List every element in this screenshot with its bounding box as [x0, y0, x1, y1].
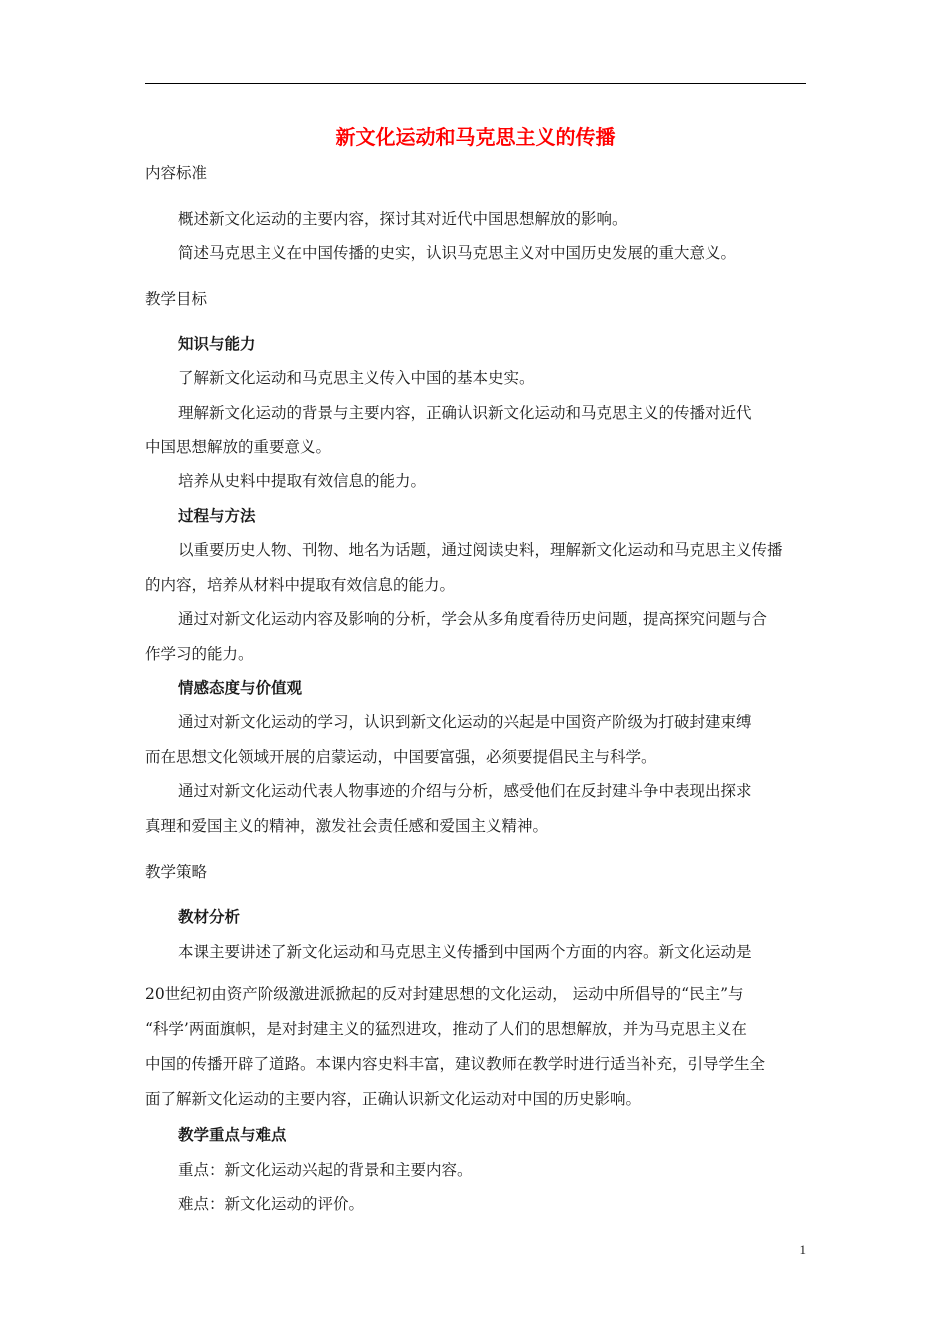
paragraph-line: 培养从史料中提取有效信息的能力。 — [178, 472, 427, 490]
paragraph-line: 重点：新文化运动兴起的背景和主要内容。 — [178, 1161, 473, 1179]
page-number: 1 — [799, 1242, 806, 1257]
paragraph-line: 难点：新文化运动的评价。 — [178, 1195, 365, 1213]
paragraph-line: 中国的传播开辟了道路。本课内容史料丰富，建议教师在教学时进行适当补充，引导学生全 — [145, 1055, 766, 1073]
subheading-knowledge: 知识与能力 — [178, 335, 256, 353]
paragraph-line: 以重要历史人物、刊物、地名为话题，通过阅读史料，理解新文化运动和马克思主义传播 — [178, 541, 783, 559]
subheading-process: 过程与方法 — [178, 507, 256, 525]
paragraph-line: “科学’两面旗帜，是对封建主义的猛烈进攻，推动了人们的思想解放，并为马克思主义在 — [145, 1020, 747, 1038]
subheading-key-points: 教学重点与难点 — [178, 1126, 287, 1144]
paragraph-line: 中国思想解放的重要意义。 — [145, 438, 332, 456]
paragraph-line: 20世纪初由资产阶级激进派掀起的反对封建思想的文化运动， 运动中所倡导的“民主”与 — [145, 985, 744, 1003]
paragraph-line: 面了解新文化运动的主要内容，正确认识新文化运动对中国的历史影响。 — [145, 1090, 642, 1108]
section-heading-content-standard: 内容标准 — [145, 164, 208, 182]
paragraph-line: 真理和爱国主义的精神，激发社会责任感和爱国主义精神。 — [145, 817, 549, 835]
paragraph-line: 通过对新文化运动代表人物事迹的介绍与分析，感受他们在反封建斗争中表现出探求 — [178, 782, 752, 800]
subheading-material: 教材分析 — [178, 908, 241, 926]
paragraph-line: 的内容，培养从材料中提取有效信息的能力。 — [145, 576, 456, 594]
paragraph-line: 理解新文化运动的背景与主要内容，正确认识新文化运动和马克思主义的传播对近代 — [178, 404, 752, 422]
paragraph-line: 通过对新文化运动内容及影响的分析，学会从多角度看待历史问题，提高探究问题与合 — [178, 610, 768, 628]
paragraph-line: 而在思想文化领域开展的启蒙运动，中国要富强，必须要提倡民主与科学。 — [145, 748, 657, 766]
paragraph-line: 概述新文化运动的主要内容，探讨其对近代中国思想解放的影响。 — [178, 210, 628, 228]
section-heading-teaching-goals: 教学目标 — [145, 290, 208, 308]
header-rule — [145, 83, 806, 84]
paragraph-line: 通过对新文化运动的学习，认识到新文化运动的兴起是中国资产阶级为打破封建束缚 — [178, 713, 752, 731]
paragraph-line: 简述马克思主义在中国传播的史实，认识马克思主义对中国历史发展的重大意义。 — [178, 244, 737, 262]
section-heading-teaching-strategy: 教学策略 — [145, 863, 208, 881]
paragraph-line: 作学习的能力。 — [145, 645, 254, 663]
paragraph-line: 了解新文化运动和马克思主义传入中国的基本史实。 — [178, 369, 535, 387]
paragraph-line: 本课主要讲述了新文化运动和马克思主义传播到中国两个方面的内容。新文化运动是 — [178, 943, 752, 961]
page-title: 新文化运动和马克思主义的传播 — [335, 125, 616, 149]
subheading-emotion: 情感态度与价值观 — [178, 679, 303, 697]
